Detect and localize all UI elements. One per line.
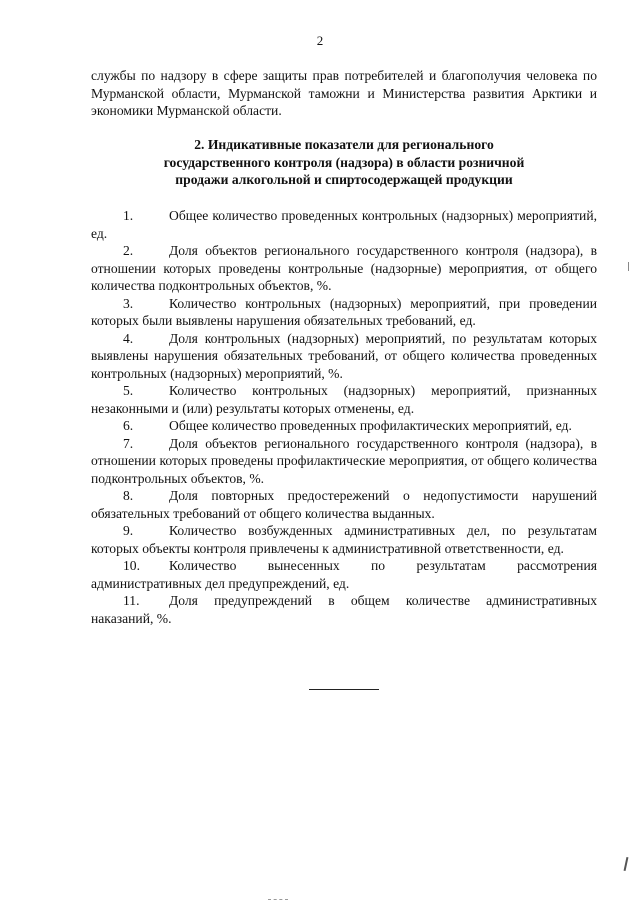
- item-number: 7.: [123, 435, 134, 451]
- page-number: 2: [316, 33, 324, 48]
- list-item: [91, 295, 597, 330]
- item-number: 9.: [123, 523, 134, 538]
- item-text: Доля объектов регионального государственного контроля (надзора), в отношении которых проведены профилактические мероприятия, от общего количества подконтрольных объектов, %.: [91, 435, 597, 486]
- item-text: Количество возбужденных административных дел, по результатам которых объекты контроля привлечены к административной ответственности, ед.: [91, 523, 597, 556]
- list-item: [91, 522, 597, 557]
- item-text: Доля повторных предостережений о недопустимости нарушений обязательных требований от общего количества выданных.: [91, 488, 597, 521]
- list-item: [91, 207, 597, 242]
- list-item: [91, 330, 597, 383]
- item-text: Количество вынесенных по результатам рассмотрения административных дел предупреждений, ед.: [91, 558, 597, 591]
- indicator-list: [91, 207, 597, 627]
- item-text: Количество контрольных (надзорных) мероприятий, при проведении которых были выявлены нарушения обязательных требований, ед.: [91, 295, 597, 328]
- end-divider: [309, 689, 379, 690]
- item-number: 11.: [123, 593, 140, 608]
- list-item: [91, 382, 597, 417]
- heading-line-2: государственного контроля (надзора) в области розничной: [163, 154, 525, 170]
- list-item: [91, 242, 597, 295]
- item-number: 6.: [123, 418, 134, 433]
- scan-mark: [268, 899, 288, 900]
- item-text: Общее количество проведенных контрольных (надзорных) мероприятий, ед.: [91, 208, 597, 241]
- item-number: 8.: [123, 488, 134, 503]
- heading-line-1: 2. Индикативные показатели для регионального: [194, 137, 494, 152]
- section-heading: [91, 136, 597, 189]
- item-number: 3.: [123, 295, 134, 311]
- item-number: 4.: [123, 330, 134, 346]
- item-number: 2.: [123, 243, 134, 258]
- item-text: Количество контрольных (надзорных) мероприятий, признанных незаконными и (или) результаты которых отменены, ед.: [91, 383, 597, 416]
- item-number: 5.: [123, 383, 134, 398]
- item-text: Доля объектов регионального государственного контроля (надзора), в отношении которых проведены контрольные (надзорные) мероприятия, от общего количества подконтрольных объектов, %.: [91, 243, 597, 293]
- item-text: Общее количество проведенных профилактических мероприятий, ед.: [169, 418, 572, 433]
- list-item: [91, 487, 597, 522]
- item-text: Доля контрольных (надзорных) мероприятий, по результатам которых выявлены нарушения обязательных требований, от общего количества проведенных контрольных (надзорных) мероприятий, %.: [91, 330, 597, 381]
- scan-mark: [628, 262, 629, 271]
- item-number: 1.: [123, 208, 134, 223]
- item-text: Доля предупреждений в общем количестве административных наказаний, %.: [91, 593, 597, 626]
- list-item: [91, 557, 597, 592]
- list-item: [91, 435, 597, 488]
- intro-paragraph: службы по надзору в сфере защиты прав потребителей и благополучия человека по Мурманской области, Мурманской таможни и Министерства развития Арктики и экономики Мурманской области.: [91, 68, 597, 118]
- heading-line-3: продажи алкогольной и спиртосодержащей продукции: [175, 172, 513, 187]
- list-item: [91, 417, 597, 435]
- item-number: 10.: [123, 558, 140, 573]
- scan-mark: [624, 857, 629, 871]
- list-item: [91, 592, 597, 627]
